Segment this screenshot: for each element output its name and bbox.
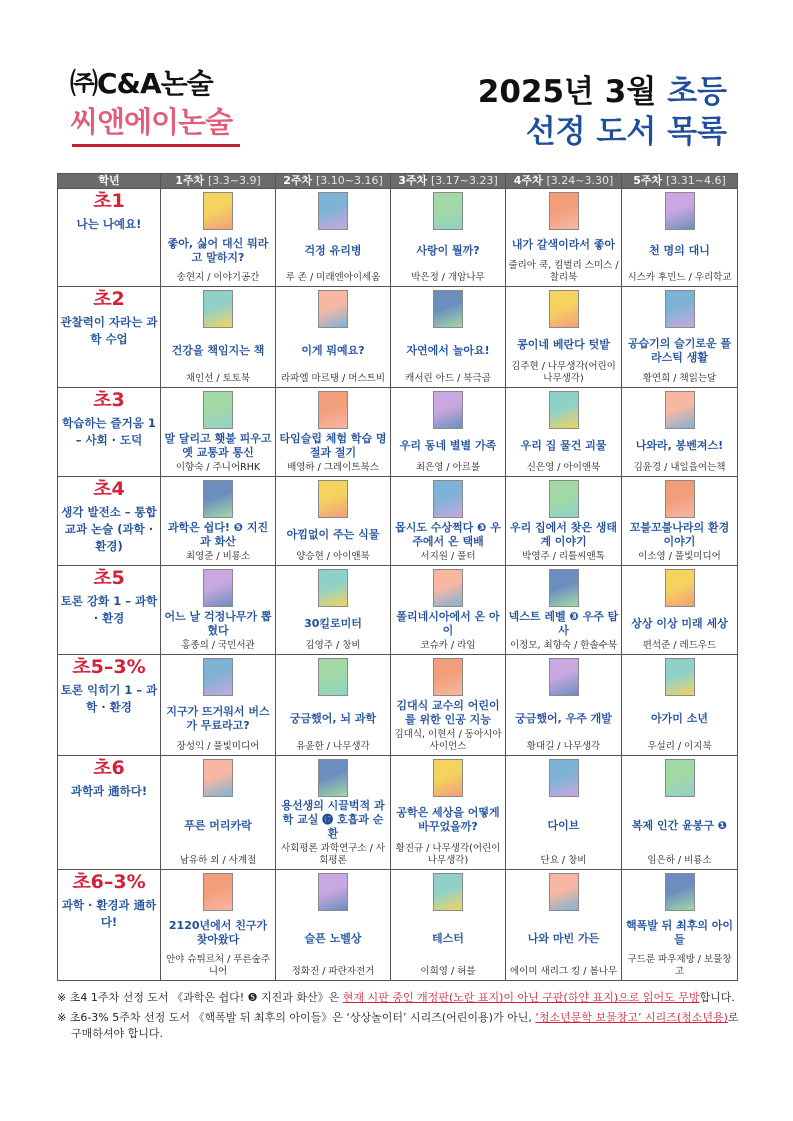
book-author: 우설리 / 이지북 — [647, 741, 712, 752]
book-author: 김윤경 / 내일을여는책 — [633, 462, 726, 473]
book-title: 아낌없이 주는 식물 — [286, 527, 380, 541]
book-cell — [622, 655, 738, 756]
book-cover-image — [203, 759, 233, 797]
grade-code: 초6 — [93, 757, 125, 779]
note-text: ※ 초4 1주차 선정 도서 《과학은 쉽다! ❺ 지진과 화산》은 — [57, 991, 343, 1004]
book-title: 지구가 뜨거워서 버스가 무료라고? — [166, 704, 270, 732]
note-text-end: 로 구매하셔야 합니다. — [71, 1011, 739, 1040]
book-cell — [506, 566, 622, 655]
book-author: 편석준 / 레드우드 — [642, 640, 717, 651]
book-cell — [506, 388, 622, 477]
grade-cell — [58, 287, 161, 388]
grade-theme: 과학과 通하다! — [70, 784, 148, 798]
grade-code: 초1 — [93, 190, 125, 212]
book-cover-image — [549, 569, 579, 607]
book-title: 걱정 유리병 — [304, 244, 362, 257]
header-week-3 — [391, 174, 506, 189]
book-cell — [276, 756, 391, 870]
title-date: 2025년 3월 — [477, 74, 668, 110]
book-title: 슬픈 노벨상 — [304, 931, 362, 945]
book-cover-image — [665, 658, 695, 696]
book-cover-image — [665, 192, 695, 230]
book-author: 줄리아 쿡, 킴벌리 스미스 / 찰리북 — [508, 260, 619, 283]
book-cover-image — [433, 759, 463, 797]
book-title: 공학은 세상을 어떻게 바꾸었을까? — [396, 806, 500, 833]
note-item — [57, 990, 740, 1006]
book-title: 테스터 — [432, 931, 464, 945]
book-author: 박은정 / 개암나무 — [411, 272, 485, 283]
note-highlight: ‘청소년문학 보물창고’ 시리즈(청소년용) — [535, 1011, 728, 1024]
book-title: 이게 뭐예요? — [301, 343, 365, 357]
grade-cell — [58, 566, 161, 655]
book-cell — [276, 655, 391, 756]
table-row — [58, 388, 738, 477]
grade-theme: 나는 나예요! — [76, 217, 142, 231]
book-cell — [391, 388, 506, 477]
book-cover-image — [203, 391, 233, 429]
book-cell — [161, 189, 276, 287]
book-author: 채인선 / 토토북 — [185, 373, 251, 384]
book-title: 말 달리고 횃불 피우고 옛 교통과 통신 — [164, 431, 272, 459]
grade-cell — [58, 870, 161, 981]
book-cover-image — [549, 290, 579, 328]
book-cell — [506, 870, 622, 981]
book-cover-image — [665, 569, 695, 607]
header-week-5 — [622, 174, 738, 189]
book-cover-image — [549, 658, 579, 696]
book-cell — [161, 870, 276, 981]
table-header-row — [58, 174, 738, 189]
book-title: 궁금했어, 우주 개발 — [515, 711, 612, 725]
book-cell — [276, 477, 391, 566]
week-label: 2주차 — [283, 174, 313, 187]
book-title: 콩이네 베란다 텃밭 — [517, 337, 610, 351]
book-cover-image — [549, 759, 579, 797]
book-cell — [622, 477, 738, 566]
book-author: 황연희 / 책읽는달 — [642, 373, 717, 384]
book-cover-image — [318, 658, 348, 696]
book-author: 김영주 / 창비 — [305, 640, 361, 651]
logo-underline — [72, 144, 240, 147]
book-author: 남유하 외 / 사계절 — [179, 855, 257, 866]
book-cell — [622, 287, 738, 388]
book-cell — [506, 287, 622, 388]
header-grade: 학년 — [58, 174, 161, 189]
book-title: 천 명의 대니 — [649, 244, 710, 257]
book-title: 건강을 책임지는 책 — [171, 343, 265, 357]
week-label: 1주차 — [175, 174, 205, 187]
book-cell — [276, 189, 391, 287]
book-title: 다이브 — [547, 819, 580, 832]
book-author: 에이미 새리그 킹 / 봄나무 — [509, 966, 618, 977]
grade-cell — [58, 477, 161, 566]
book-cell — [391, 566, 506, 655]
book-author: 임은하 / 비룡소 — [647, 855, 712, 866]
book-title: 몹시도 수상쩍다 ❸ 우주에서 온 택배 — [395, 520, 501, 548]
book-cover-image — [433, 873, 463, 911]
book-cover-image — [433, 192, 463, 230]
header-week-2 — [276, 174, 391, 189]
book-cover-image — [665, 759, 695, 797]
book-title: 우리 동네 별별 가족 — [399, 438, 497, 452]
book-author: 서지원 / 풀터 — [420, 551, 476, 562]
book-cover-image — [203, 569, 233, 607]
book-cover-image — [318, 391, 348, 429]
logo-text-en: ㈜C&A논술 — [70, 67, 213, 100]
book-author: 루 존 / 미래엔아이세움 — [285, 272, 381, 283]
grade-code: 초4 — [93, 478, 125, 500]
table-row — [58, 477, 738, 566]
book-cell — [622, 189, 738, 287]
week-range: [3.3~3.9] — [207, 174, 261, 187]
book-cell — [391, 477, 506, 566]
grade-cell — [58, 655, 161, 756]
book-cover-image — [318, 480, 348, 518]
week-range: [3.24~3.30] — [546, 174, 614, 187]
book-cover-image — [549, 873, 579, 911]
book-cell — [161, 566, 276, 655]
header-week-4 — [506, 174, 622, 189]
book-author: 안야 슈튀르처 / 푸른숲주니어 — [165, 954, 271, 977]
book-cell — [391, 287, 506, 388]
book-cover-image — [433, 391, 463, 429]
grade-code: 초5 — [93, 567, 125, 589]
book-schedule-table — [57, 173, 738, 981]
book-cover-image — [203, 873, 233, 911]
table-row — [58, 870, 738, 981]
book-cover-image — [549, 192, 579, 230]
page-title-line1 — [478, 66, 727, 111]
book-cell — [276, 566, 391, 655]
book-cell — [276, 287, 391, 388]
grade-cell — [58, 388, 161, 477]
book-author: 단요 / 창비 — [540, 855, 587, 866]
week-label: 5주차 — [633, 174, 663, 187]
book-title: 폴리네시아에서 온 아이 — [396, 609, 500, 637]
book-cover-image — [433, 569, 463, 607]
book-title: 타임슬립 체험 학습 명절과 절기 — [279, 431, 387, 459]
grade-theme: 관찰력이 자라는 과학 수업 — [60, 315, 158, 346]
book-cover-image — [203, 192, 233, 230]
book-cover-image — [318, 873, 348, 911]
book-cover-image — [665, 873, 695, 911]
grade-code: 초3 — [93, 389, 125, 411]
grade-code: 초6–3% — [72, 871, 146, 893]
book-title: 나와라, 봉벤져스! — [635, 438, 724, 452]
book-cell — [391, 655, 506, 756]
book-cell — [506, 756, 622, 870]
book-cell — [161, 655, 276, 756]
book-cover-image — [549, 480, 579, 518]
book-cell — [506, 189, 622, 287]
book-cover-image — [318, 569, 348, 607]
notes — [57, 990, 740, 1046]
book-title: 우리 집에서 찾은 생태계 이야기 — [509, 520, 618, 548]
book-cover-image — [203, 658, 233, 696]
book-author: 최은영 / 아르볼 — [415, 462, 481, 473]
book-title: 내가 갈색이라서 좋아 — [511, 238, 616, 251]
book-title: 어느 날 걱정나무가 뽑혔다 — [164, 609, 272, 637]
grade-theme: 생각 발전소 – 통합 교과 논술 (과학 · 환경) — [61, 505, 157, 553]
book-title: 자연에서 놀아요! — [406, 343, 490, 357]
book-cover-image — [549, 391, 579, 429]
book-title: 넥스트 레벨 ❸ 우주 탐사 — [508, 609, 619, 637]
book-cell — [506, 655, 622, 756]
note-text-end: 합니다. — [699, 991, 735, 1004]
book-author: 황진규 / 나무생각(어린이나무생각) — [395, 843, 501, 866]
title-level: 초등 — [667, 74, 727, 110]
book-cell — [391, 756, 506, 870]
book-cell — [622, 388, 738, 477]
book-title: 2120년에서 친구가 찾아왔다 — [168, 918, 268, 946]
book-cover-image — [318, 192, 348, 230]
book-cell — [391, 189, 506, 287]
book-cover-image — [433, 658, 463, 696]
grade-cell — [58, 756, 161, 870]
book-title: 사랑이 뭘까? — [416, 244, 480, 257]
book-author: 배영하 / 그레이트북스 — [287, 462, 379, 473]
table-row — [58, 756, 738, 870]
page-title-line2: 선정 도서 목록 — [525, 114, 727, 150]
book-title: 푸른 머리카락 — [184, 819, 252, 832]
week-range: [3.10~3.16] — [315, 174, 383, 187]
book-cell — [276, 870, 391, 981]
book-cell — [622, 870, 738, 981]
note-item — [57, 1010, 740, 1042]
book-title: 과학은 쉽다! ❺ 지진과 화산 — [167, 520, 269, 548]
book-author: 양승현 / 아이앤북 — [296, 551, 370, 562]
book-cell — [622, 566, 738, 655]
book-cover-image — [433, 290, 463, 328]
book-cell — [622, 756, 738, 870]
book-cover-image — [665, 391, 695, 429]
book-author: 코슈카 / 라임 — [420, 640, 476, 651]
book-author: 정화진 / 파란자전거 — [291, 966, 375, 977]
grade-theme: 토론 익히기 1 – 과학 · 환경 — [60, 683, 158, 714]
table-row — [58, 655, 738, 756]
table-row — [58, 189, 738, 287]
book-cover-image — [318, 759, 348, 797]
book-author: 유윤한 / 나무생각 — [296, 741, 370, 752]
book-cover-image — [665, 480, 695, 518]
book-cell — [391, 870, 506, 981]
book-title: 김대식 교수의 어린이를 위한 인공 지능 — [396, 698, 500, 726]
grade-code: 초5–3% — [72, 656, 146, 678]
book-cell — [161, 756, 276, 870]
book-author: 이향숙 / 주니어RHK — [175, 462, 261, 473]
logo-text-ko: 씨앤에이논술 — [70, 105, 233, 139]
book-cover-image — [318, 290, 348, 328]
book-author: 구드룬 파우제방 / 보물창고 — [627, 954, 732, 977]
book-author: 라파엘 마르탱 / 머스트비 — [280, 373, 386, 384]
book-author: 김주현 / 나무생각(어린이나무생각) — [511, 361, 616, 384]
grade-code: 초2 — [93, 288, 125, 310]
grade-theme: 토론 강화 1 – 과학 · 환경 — [60, 594, 158, 625]
book-cell — [506, 477, 622, 566]
book-cell — [161, 477, 276, 566]
book-author: 이정모, 최향숙 / 한솔수북 — [509, 640, 618, 651]
book-author: 사회평론 과학연구소 / 사회평론 — [280, 843, 386, 866]
grade-theme: 학습하는 즐거움 1 – 사회 · 도덕 — [62, 416, 156, 447]
book-author: 이소영 / 풀빛미디어 — [638, 551, 721, 562]
note-highlight: 현재 시판 중인 개정판(노란 표지)이 아닌 구판(하얀 표지)으로 읽어도 무방 — [342, 991, 700, 1004]
book-title: 우리 집 물건 괴물 — [520, 438, 607, 452]
table-row — [58, 287, 738, 388]
book-author: 이희영 / 허블 — [420, 966, 476, 977]
book-title: 좋아, 싫어 대신 뭐라고 말하지? — [167, 237, 269, 264]
book-title: 궁금했어, 뇌 과학 — [289, 711, 377, 725]
book-title: 꼬불꼬불나라의 환경 이야기 — [629, 520, 730, 548]
book-author: 장성익 / 풀빛미디어 — [176, 741, 260, 752]
grade-theme: 과학 · 환경과 通하다! — [61, 898, 157, 929]
book-author: 시스카 후민느 / 우리학교 — [627, 272, 732, 283]
book-author: 송현지 / 이야기공간 — [176, 272, 260, 283]
book-cover-image — [433, 480, 463, 518]
book-author: 황대길 / 나무생각 — [526, 741, 601, 752]
week-range: [3.31~4.6] — [665, 174, 726, 187]
week-label: 4주차 — [513, 174, 543, 187]
book-cover-image — [203, 480, 233, 518]
book-author: 캐서린 아드 / 북극곰 — [405, 373, 491, 384]
book-title: 공습기의 슬기로운 플라스틱 생활 — [627, 336, 732, 364]
header-week-1 — [161, 174, 276, 189]
book-author: 박영주 / 리틀씨앤톡 — [522, 551, 605, 562]
book-title: 핵폭발 뒤 최후의 아이들 — [625, 918, 734, 946]
book-cell — [276, 388, 391, 477]
grade-cell — [58, 189, 161, 287]
book-title: 복제 인간 윤봉구 ❶ — [631, 819, 728, 832]
book-author: 홍종의 / 국민서관 — [181, 640, 255, 651]
week-label: 3주차 — [398, 174, 428, 187]
book-author: 신은영 / 아이앤북 — [526, 462, 601, 473]
book-cover-image — [665, 290, 695, 328]
book-title: 나와 마빈 가든 — [527, 931, 600, 945]
note-text: ※ 초6-3% 5주차 선정 도서 《핵폭발 뒤 최후의 아이들》은 ‘상상놀이터’ 시리즈(어린이용)가 아닌, — [57, 1011, 536, 1024]
book-cell — [161, 388, 276, 477]
week-range: [3.17~3.23] — [430, 174, 498, 187]
book-title: 30킬로미터 — [304, 616, 362, 630]
book-title: 아가미 소년 — [651, 711, 708, 725]
book-title: 용선생의 시끌벅적 과학 교실 ⓱ 호흡과 순환 — [281, 799, 385, 840]
book-author: 최영준 / 비룡소 — [185, 551, 251, 562]
book-title: 상상 이상 미래 세상 — [631, 616, 728, 630]
book-cell — [161, 287, 276, 388]
book-cover-image — [203, 290, 233, 328]
table-row — [58, 566, 738, 655]
book-author: 김대식, 이현서 / 동아시아사이언스 — [394, 729, 502, 752]
